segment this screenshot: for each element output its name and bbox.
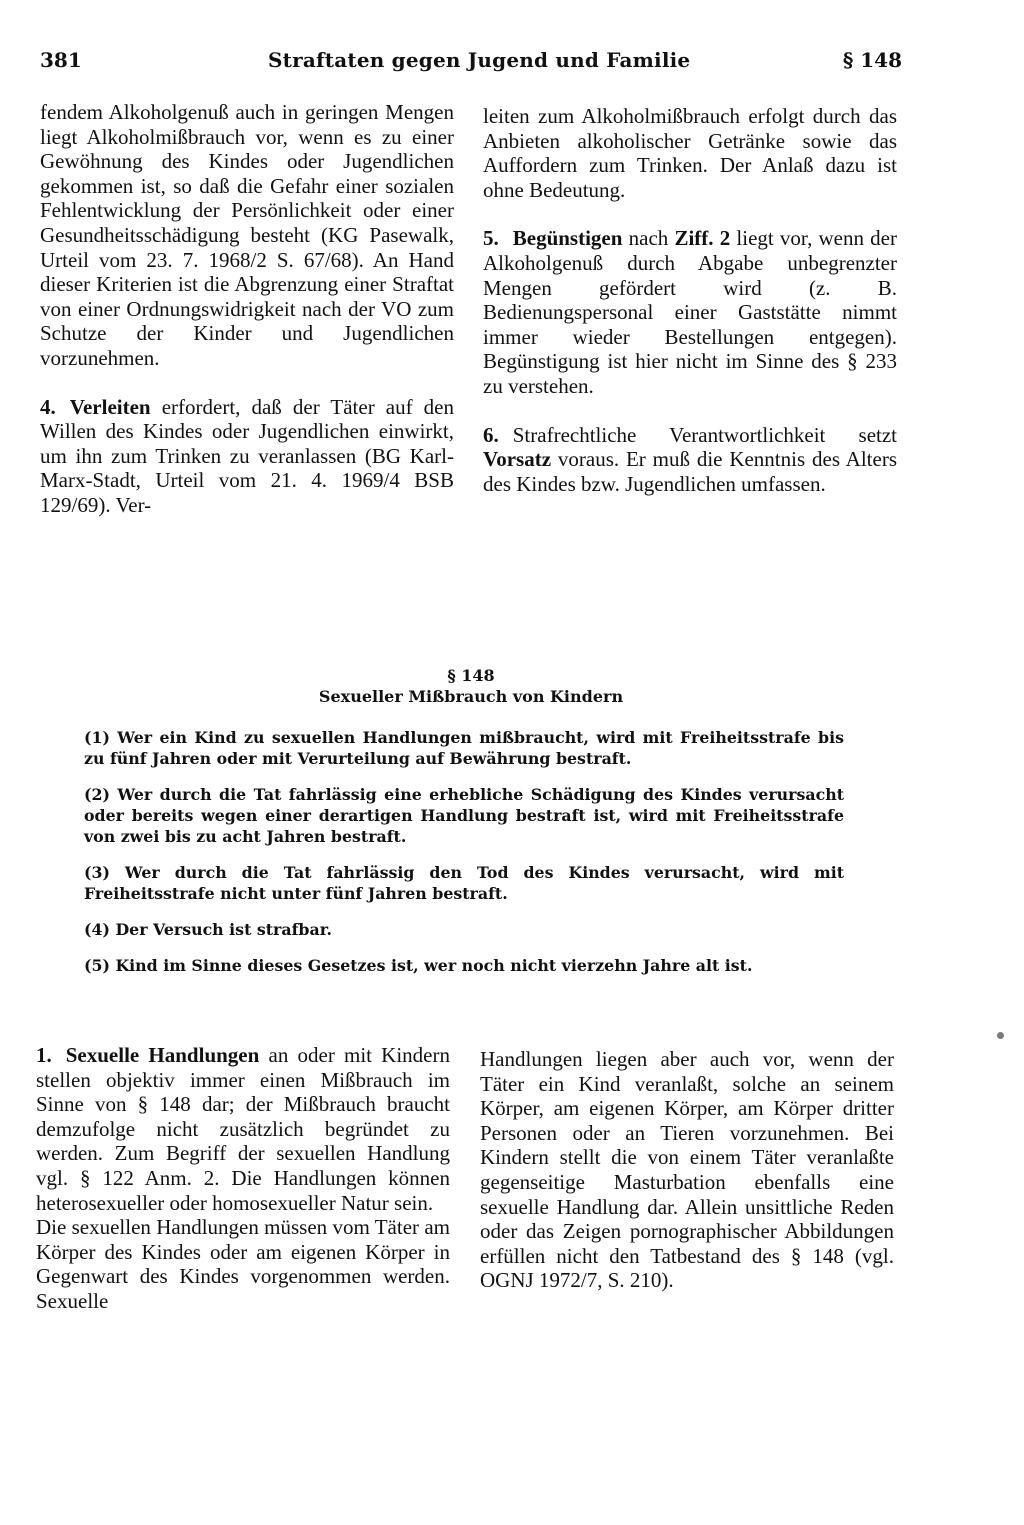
commentary-note-6 [483, 423, 897, 497]
statute-paragraph: (3) Wer durch die Tat fahrlässig den Tod des Kindes verursacht, wird mit Freiheitsstrafe nicht unter fünf Jahren bestraft. [84, 863, 844, 903]
statute-heading [40, 665, 902, 707]
running-title: Straftaten gegen Jugend und Familie [268, 48, 691, 72]
commentary-top-right-column [483, 104, 897, 496]
note-text: nach [622, 226, 675, 251]
note-text: an oder mit Kindern stellen objektiv immer einen Mißbrauch im Sinne von § 148 dar; der Mißbrauch braucht demzufolge nicht zusätzlich begründet zu werden. Zum Begriff der sexuellen Handlung vgl. § 122 Anm. 2. Die Handlungen können heterosexueller oder homosexueller Natur sein. [36, 1043, 450, 1215]
commentary-paragraph: Die sexuellen Handlungen müssen vom Täter am Körper des Kindes oder am eigenen Körper in Gegenwart des Kindes vorgenommen werden. Sexuelle [36, 1215, 450, 1313]
note-number: 6. [483, 422, 499, 447]
commentary-top-left-column [40, 100, 454, 518]
page-header [40, 48, 902, 80]
statute-paragraph: (5) Kind im Sinne dieses Gesetzes ist, wer noch nicht vierzehn Jahre alt ist. [84, 956, 753, 975]
note-term: Sexuelle Handlungen [65, 1043, 260, 1067]
note-number: 4. [40, 394, 56, 419]
statute-text [84, 727, 844, 991]
statute-paragraph: (2) Wer durch die Tat fahrlässig eine erhebliche Schädigung des Kindes verursacht oder bereits wegen einer derartigen Handlung bestraft ist, wird mit Freiheitsstrafe von zwei bis zu acht Jahren bestraft. [84, 785, 844, 846]
print-speck [997, 1032, 1004, 1039]
note-number: 1. [36, 1043, 52, 1067]
note-term: Begünstigen [512, 226, 623, 251]
commentary-note-4 [40, 395, 454, 518]
statute-title: Sexueller Mißbrauch von Kindern [318, 687, 624, 706]
note-term: Verleiten [69, 394, 151, 419]
note-reference: Ziff. 2 [674, 226, 731, 251]
commentary-paragraph: Handlungen liegen aber auch vor, wenn der Täter ein Kind veranlaßt, solche an seinem Körper, am eigenen Körper, am Körper dritter Personen oder an Tieren vorzunehmen. Bei Kindern stellt die von einem Täter veranlaßte gegenseitige Masturbation ebenfalls eine sexuelle Handlung dar. Allein unsittliche Reden oder das Zeigen pornographischer Abbildungen erfüllen nicht den Tatbestand des § 148 (vgl. OGNJ 1972/7, S. 210). [480, 1047, 894, 1293]
statute-section-number: § 148 [447, 666, 495, 685]
section-reference: § 148 [842, 48, 902, 72]
note-text: voraus. Er muß die Kenntnis des Alters des Kindes bzw. Jugendlichen umfassen. [483, 447, 897, 496]
page-number: 381 [40, 48, 82, 72]
note-number: 5. [483, 226, 499, 251]
note-term: Vorsatz [483, 447, 552, 472]
statute-paragraph: (1) Wer ein Kind zu sexuellen Handlungen mißbraucht, wird mit Freiheitsstrafe bis zu fünf Jahren oder mit Verurteilung auf Bewährung bestraft. [84, 728, 844, 768]
commentary-note-1 [36, 1043, 450, 1215]
note-text: erfordert, daß der Täter auf den Willen des Kindes oder Jugendlichen einwirkt, um ihn zum Trinken zu veranlassen (BG Karl-Marx-Stadt, Urteil vom 21. 4. 1969/4 BSB 129/69). Ver- [40, 394, 454, 517]
commentary-bottom-left-column [36, 1043, 450, 1314]
commentary-paragraph: leiten zum Alkoholmißbrauch erfolgt durch das Anbieten alkoholischer Getränke sowie das Auffordern zum Trinken. Der Anlaß dazu ist ohne Bedeutung. [483, 104, 897, 202]
commentary-note-5 [483, 226, 897, 398]
commentary-bottom-right-column [480, 1047, 894, 1293]
note-text: liegt vor, wenn der Alkoholgenuß durch Abgabe unbegrenzter Mengen gefördert wird (z. B. Bedienungspersonal einer Gaststätte nimmt immer wieder Bestellungen entgegen). Begünstigung ist hier nicht im Sinne des § 233 zu verstehen. [483, 226, 897, 398]
commentary-paragraph: fendem Alkoholgenuß auch in geringen Mengen liegt Alkoholmißbrauch vor, wenn es zu einer Gewöhnung des Kindes oder Jugendlichen gekommen ist, so daß die Gefahr einer sozialen Fehlentwicklung der Persönlichkeit oder einer Gesundheitsschädigung besteht (KG Pasewalk, Urteil vom 23. 7. 1968/2 S. 67/68). An Hand dieser Kriterien ist die Abgrenzung einer Straftat von einer Ordnungswidrigkeit nach der VO zum Schutze der Kinder und Jugendlichen vorzunehmen. [40, 100, 454, 370]
statute-paragraph: (4) Der Versuch ist strafbar. [84, 920, 333, 939]
note-text: Strafrechtliche Verantwortlichkeit setzt [512, 422, 897, 447]
